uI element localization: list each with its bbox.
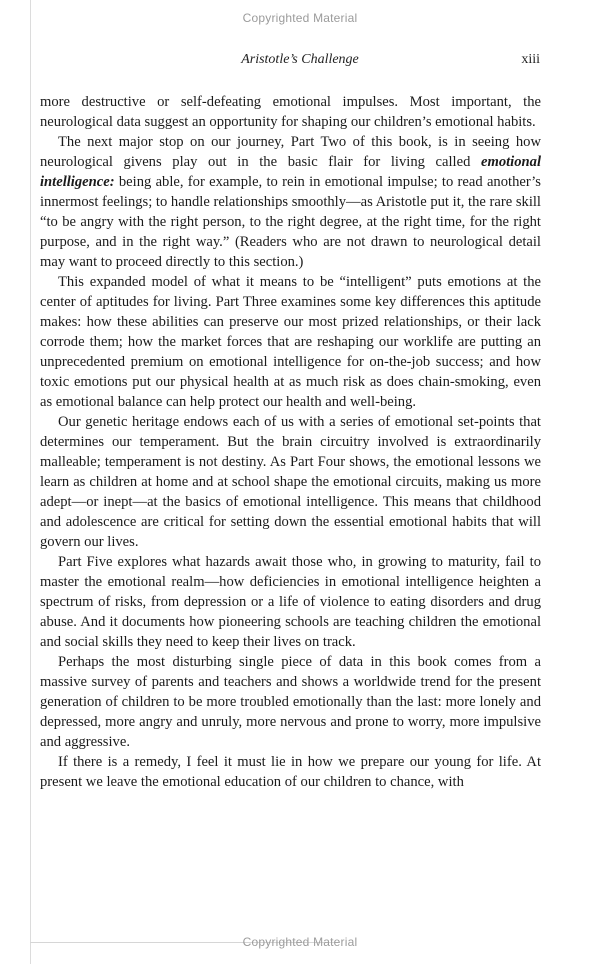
page-body bbox=[40, 92, 541, 792]
paragraph bbox=[40, 752, 541, 792]
paragraph bbox=[40, 272, 541, 412]
body-text: more destructive or self-defeating emotional impulses. Most important, the neurological data suggest an opportunity for shaping our children’s emotional habits. bbox=[40, 94, 541, 130]
body-text: Part Five explores what hazards await those who, in growing to maturity, fail to master the emotional realm—how deficiencies in emotional intelligence heighten a spectrum of risks, from depression or a life of violence to eating disorders and drug abuse. And it documents how pioneering schools are teaching children the emotional and social skills they need to keep their lives on track. bbox=[40, 554, 541, 650]
body-text: The next major stop on our journey, Part Two of this book, is in seeing how neurological givens play out in the basic flair for living called bbox=[40, 134, 541, 170]
body-text: being able, for example, to rein in emotional impulse; to read another’s innermost feelings; to handle relationships smoothly—as Aristotle put it, the rare skill “to be angry with the right person, to the right degree, at the right time, for the right purpose, and in the right way.” (Readers who are not drawn to neurological detail may want to proceed directly to this section.) bbox=[40, 174, 541, 270]
paragraph bbox=[40, 132, 541, 272]
running-head-title: Aristotle’s Challenge bbox=[241, 52, 359, 67]
paragraph bbox=[40, 92, 541, 132]
paragraph bbox=[40, 552, 541, 652]
page-edge-line-left bbox=[30, 0, 31, 964]
copyright-notice-bottom: Copyrighted Material bbox=[242, 935, 358, 949]
body-text: If there is a remedy, I feel it must lie in how we prepare our young for life. At present we leave the emotional education of our children to chance, with bbox=[40, 754, 541, 790]
body-text: Perhaps the most disturbing single piece of data in this book comes from a massive survey of parents and teachers and shows a worldwide trend for the present generation of children to be more troubled emotionally than the last: more lonely and depressed, more angry and unruly, more nervous and prone to worry, more impulsive and aggressive. bbox=[40, 654, 541, 750]
paragraph bbox=[40, 652, 541, 752]
paragraph bbox=[40, 412, 541, 552]
body-text: This expanded model of what it means to be “intelligent” puts emotions at the center of aptitudes for living. Part Three examines some key differences this aptitude makes: how these abilities can preserve our most prized relationships, or their lack corrode them; how the market forces that are reshaping our worklife are putting an unprecedented premium on emotional intelligence for on-the-job success; and how toxic emotions put our physical health at as much risk as does chain-smoking, even as emotional balance can help protect our health and well-being. bbox=[40, 274, 541, 410]
page-number: xiii bbox=[521, 52, 540, 67]
body-text: Our genetic heritage endows each of us with a series of emotional set-points that determines our temperament. But the brain circuitry involved is extraordinarily malleable; temperament is not destiny. As Part Four shows, the emotional lessons we learn as children at home and at school shape the emotional circuits, making us more adept—or inept—at the basics of emotional intelligence. This means that childhood and adolescence are critical for setting down the essential emotional habits that will govern our lives. bbox=[40, 414, 541, 550]
copyright-notice-top: Copyrighted Material bbox=[242, 11, 358, 25]
emphasized-text: emotional intelligence: bbox=[40, 154, 541, 190]
page-header bbox=[0, 52, 600, 68]
